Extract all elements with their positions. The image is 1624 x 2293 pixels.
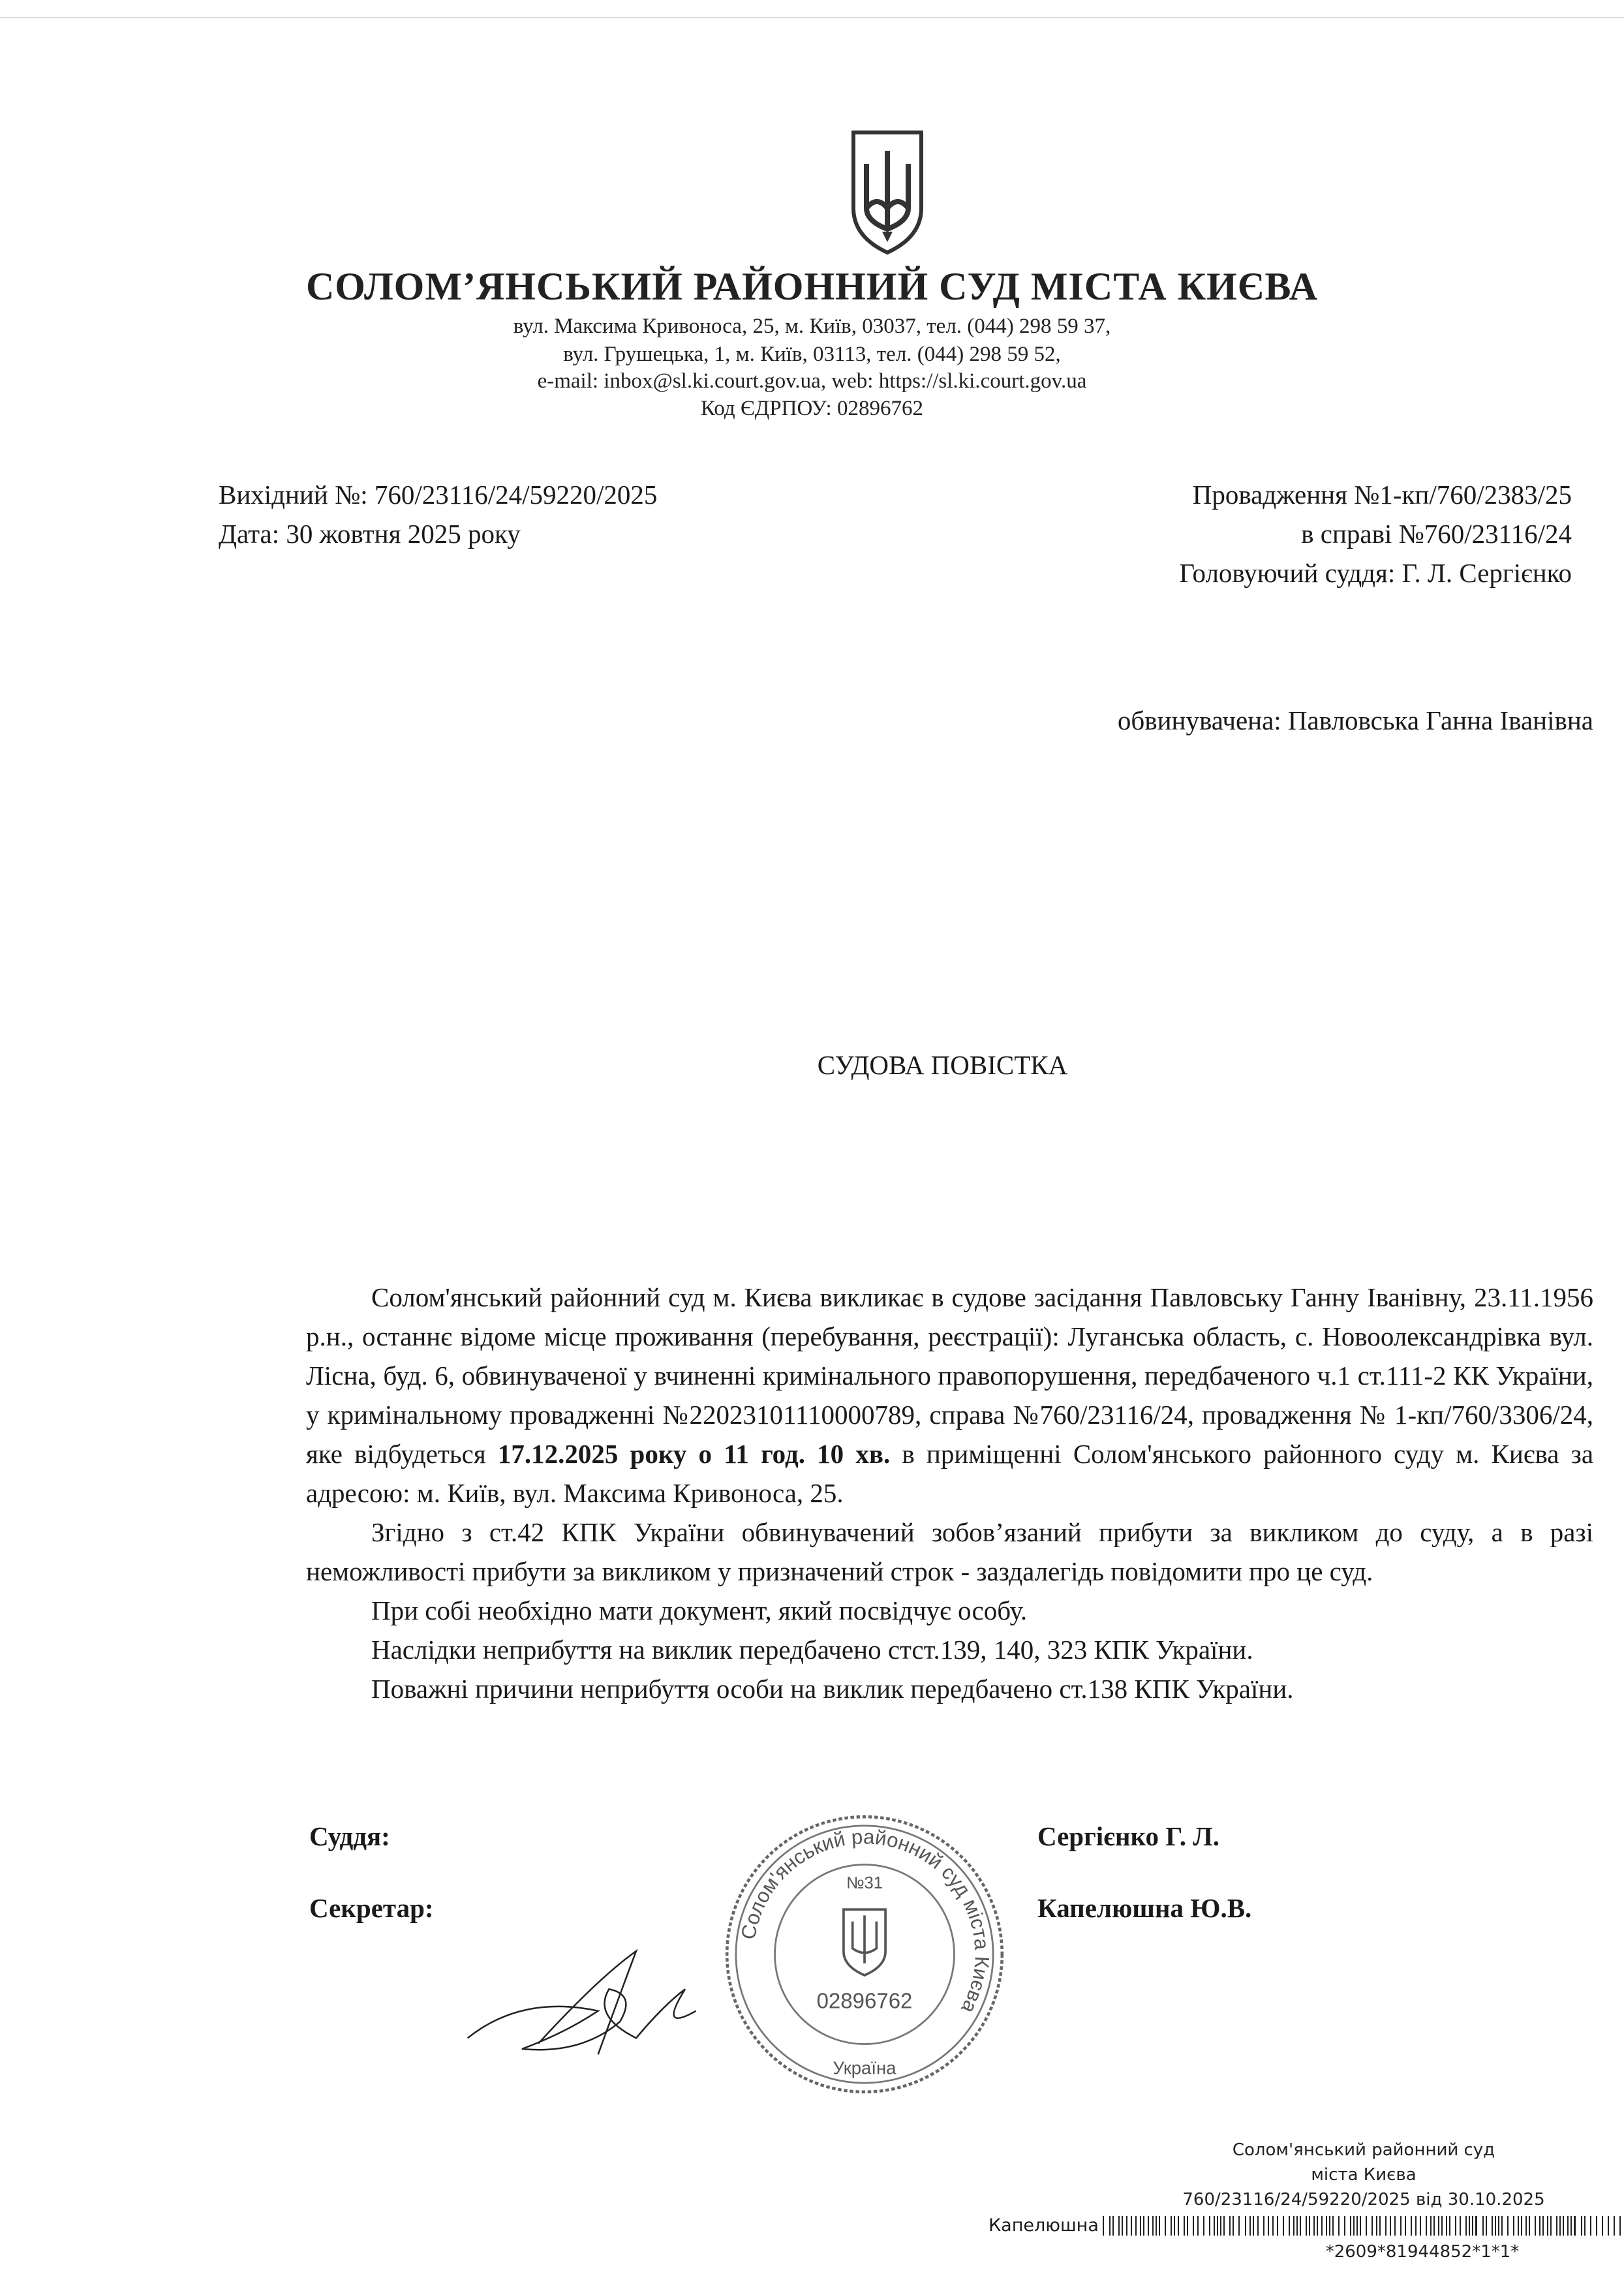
- barcode-bar: [1217, 2216, 1218, 2236]
- barcode-bar: [1438, 2216, 1439, 2236]
- obligation-paragraph: Згідно з ст.42 КПК України обвинувачений зобов’язаний прибути за викликом до суду, а в разі неможливості прибути за викликом у призначений строк - заздалегідь повідомити про це суд.: [306, 1517, 1593, 1586]
- barcode-bar: [1608, 2216, 1609, 2236]
- barcode-bar: [1539, 2216, 1540, 2236]
- document-requirement: При собі необхідно мати документ, який посвідчує особу.: [371, 1595, 1028, 1625]
- barcode-bar: [1455, 2216, 1456, 2236]
- barcode-bar: [1112, 2216, 1114, 2236]
- proceeding-number: Провадження №1-кп/760/2383/25: [1192, 480, 1572, 510]
- barcode-bar: [1353, 2216, 1355, 2236]
- barcode-bar: [1249, 2216, 1251, 2236]
- barcode-bar: [1135, 2216, 1137, 2236]
- barcode-bar: [1390, 2216, 1391, 2236]
- barcode-bar: [1103, 2216, 1104, 2236]
- case-meta: [1179, 475, 1572, 592]
- barcode-bar: [1306, 2216, 1307, 2236]
- barcode-bar: [1165, 2216, 1166, 2236]
- barcode-bar: [1229, 2216, 1231, 2236]
- barcode-bar: [1449, 2216, 1450, 2236]
- barcode-bar: [1529, 2216, 1530, 2236]
- barcode-bar: [1469, 2216, 1470, 2236]
- barcode-bar: [1590, 2216, 1591, 2236]
- barcode-bar: [1495, 2216, 1496, 2236]
- handwritten-signature: [457, 1925, 718, 2075]
- barcode-bar: [1326, 2216, 1327, 2236]
- barcode-bar: [1584, 2216, 1586, 2236]
- barcode-bar: [1567, 2216, 1569, 2236]
- barcode-bar: [1293, 2216, 1295, 2236]
- footer-registration-line: 760/23116/24/59220/2025 від 30.10.2025: [1182, 2190, 1545, 2209]
- barcode-bar: [1501, 2216, 1503, 2236]
- summons-text: Солом'янський районний суд м. Києва викликає в судове засідання Павловську Ганну Іванівну, 23.11.1956 р.н., останнє відоме місце проживання (перебування, реєстрації): Луганська область, с. Новоолександрівка вул. Лісна, буд. 6, обвинуваченої у вчиненні кримінального правопорушення, передбаченого ч.1 ст.111-2 КК України, у кримінальному провадженні №22023101110000789, справа №760/23116/24, провадження № 1-кп/760/3306/24, яке відбудеться: [306, 1282, 1593, 1469]
- hearing-datetime: 17.12.2025 року о 11 год. 10 хв.: [497, 1439, 891, 1469]
- footer-court-line: Солом'янський районний суд: [1232, 2140, 1495, 2160]
- barcode-bar: [1332, 2216, 1334, 2236]
- stamp-number: №31: [846, 1874, 883, 1893]
- secretary-label: Секретар:: [309, 1893, 434, 1923]
- barcode-bar: [1220, 2216, 1221, 2236]
- barcode-bar: [1300, 2216, 1301, 2236]
- barcode-bar: [1197, 2216, 1199, 2236]
- barcode-bar: [1420, 2216, 1421, 2236]
- barcode-bar: [1321, 2216, 1323, 2236]
- barcode-bar: [1350, 2216, 1351, 2236]
- barcode-row: [988, 2215, 1624, 2236]
- barcode-bar: [1550, 2216, 1552, 2236]
- barcode-bar: [1547, 2216, 1548, 2236]
- barcode-bar: [1277, 2216, 1278, 2236]
- barcode-bar: [1426, 2216, 1427, 2236]
- consequences-note: Наслідки неприбуття на виклик передбачено стст.139, 140, 323 КПК України.: [371, 1635, 1253, 1665]
- valid-reasons-note: Поважні причини неприбуття особи на виклик передбачено ст.138 КПК України.: [371, 1674, 1294, 1704]
- trident-emblem-icon: [848, 127, 927, 258]
- document-date: Дата: 30 жовтня 2025 року: [219, 519, 521, 549]
- barcode-bar: [1570, 2216, 1572, 2236]
- barcode-bar: [1614, 2216, 1615, 2236]
- barcode-bar: [1131, 2216, 1132, 2236]
- barcode-bar: [1214, 2216, 1215, 2236]
- barcode-bar: [1209, 2216, 1210, 2236]
- barcode-bar: [1317, 2216, 1318, 2236]
- footer-city-line: міста Києва: [1311, 2165, 1417, 2185]
- barcode-bar: [1513, 2216, 1514, 2236]
- barcode-bar: [1238, 2216, 1240, 2236]
- barcode-bar: [1482, 2216, 1484, 2236]
- barcode-bar: [1441, 2216, 1443, 2236]
- barcode-bar: [1492, 2216, 1493, 2236]
- presiding-judge: Головуючий суддя: Г. Л. Сергієнко: [1179, 558, 1572, 588]
- barcode-bar: [1446, 2216, 1447, 2236]
- stamp-ring-text: Солом'янський районний суд міста Києва: [736, 1825, 994, 2018]
- barcode-bar: [1394, 2216, 1396, 2236]
- barcode-bar: [1379, 2216, 1381, 2236]
- barcode-bar: [1296, 2216, 1298, 2236]
- barcode-bar: [1309, 2216, 1310, 2236]
- barcode-bar: [1596, 2216, 1597, 2236]
- barcode-bar: [1203, 2216, 1204, 2236]
- accused-name: обвинувачена: Павловська Ганна Іванівна: [1117, 705, 1593, 735]
- barcode-bar: [1184, 2216, 1185, 2236]
- barcode-bar: [1338, 2216, 1340, 2236]
- barcode-bar: [1460, 2216, 1461, 2236]
- barcode-bar: [1400, 2216, 1402, 2236]
- case-number: в справі №760/23116/24: [1301, 519, 1572, 549]
- barcode-bar: [1122, 2216, 1123, 2236]
- barcode-bar: [1574, 2216, 1576, 2236]
- summons-paragraph: [306, 1278, 1593, 1513]
- stamp-country: Україна: [833, 2057, 896, 2078]
- court-contacts-line: e-mail: inbox@sl.ki.court.gov.ua, web: https://sl.ki.court.gov.ua: [537, 369, 1087, 393]
- judge-name: Сергієнко Г. Л.: [1037, 1821, 1220, 1851]
- barcode-bar: [1475, 2216, 1477, 2236]
- barcode-bar: [1156, 2216, 1157, 2236]
- barcode-bar: [1366, 2216, 1367, 2236]
- barcode-bar: [1559, 2216, 1561, 2236]
- barcode-bar: [1465, 2216, 1467, 2236]
- barcode-bar: [1486, 2216, 1487, 2236]
- barcode-bar: [1193, 2216, 1194, 2236]
- barcode-bar: [1118, 2216, 1120, 2236]
- barcode-bar: [1472, 2216, 1473, 2236]
- barcode-bar: [1344, 2216, 1345, 2236]
- barcode: [1103, 2216, 1624, 2236]
- barcode-bar: [1313, 2216, 1315, 2236]
- barcode-bar: [1329, 2216, 1330, 2236]
- barcode-bar: [1518, 2216, 1519, 2236]
- court-address-line: вул. Грушецька, 1, м. Київ, 03113, тел. (044) 298 59 52,: [563, 343, 1061, 366]
- barcode-bar: [1525, 2216, 1527, 2236]
- barcode-bar: [1283, 2216, 1284, 2236]
- barcode-bar: [1178, 2216, 1179, 2236]
- barcode-bar: [1535, 2216, 1536, 2236]
- barcode-bar: [1126, 2216, 1127, 2236]
- barcode-bar: [1371, 2216, 1373, 2236]
- outgoing-number: Вихідний №: 760/23116/24/59220/2025: [219, 480, 658, 510]
- barcode-bar: [1257, 2216, 1259, 2236]
- barcode-bar: [1245, 2216, 1246, 2236]
- document-title: СУДОВА ПОВІСТКА: [817, 1050, 1068, 1080]
- stamp-code: 02896762: [816, 1988, 913, 2013]
- barcode-bar: [1430, 2216, 1432, 2236]
- barcode-bar: [1602, 2216, 1603, 2236]
- barcode-bar: [1411, 2216, 1412, 2236]
- barcode-bar: [1556, 2216, 1557, 2236]
- barcode-bar: [1385, 2216, 1387, 2236]
- scan-border-line: [0, 17, 1624, 18]
- barcode-bar: [1174, 2216, 1175, 2236]
- barcode-bar: [1148, 2216, 1149, 2236]
- barcode-bar: [1376, 2216, 1377, 2236]
- barcode-bar: [1563, 2216, 1564, 2236]
- barcode-bar: [1143, 2216, 1144, 2236]
- barcode-bar: [1187, 2216, 1188, 2236]
- barcode-bar: [1405, 2216, 1406, 2236]
- court-seal-stamp: [721, 1811, 1008, 2098]
- barcode-bar: [1268, 2216, 1269, 2236]
- barcode-number: *2609*81944852*1*1*: [1325, 2242, 1520, 2262]
- barcode-bar: [1253, 2216, 1254, 2236]
- barcode-bar: [1272, 2216, 1274, 2236]
- barcode-bar: [1289, 2216, 1290, 2236]
- barcode-bar: [1581, 2216, 1582, 2236]
- judge-label: Суддя:: [309, 1821, 390, 1851]
- barcode-bar: [1263, 2216, 1264, 2236]
- barcode-bar: [1619, 2216, 1621, 2236]
- barcode-bar: [1433, 2216, 1435, 2236]
- court-address-line: вул. Максима Кривоноса, 25, м. Київ, 03037, тел. (044) 298 59 37,: [513, 315, 1111, 338]
- barcode-bar: [1152, 2216, 1154, 2236]
- summons-text: в приміщенні Солом'янського районного суду м. Києва за адресою: м. Київ, вул. Максима Кривоноса, 25.: [306, 1439, 1594, 1508]
- barcode-label: Капелюшна: [988, 2215, 1099, 2236]
- barcode-bar: [1498, 2216, 1499, 2236]
- barcode-bar: [1415, 2216, 1417, 2236]
- barcode-bar: [1360, 2216, 1361, 2236]
- barcode-bar: [1542, 2216, 1544, 2236]
- barcode-bar: [1356, 2216, 1358, 2236]
- barcode-bar: [1223, 2216, 1225, 2236]
- barcode-bar: [1171, 2216, 1172, 2236]
- barcode-bar: [1507, 2216, 1509, 2236]
- barcode-bar: [1109, 2216, 1111, 2236]
- barcode-bar: [1233, 2216, 1234, 2236]
- barcode-bar: [1140, 2216, 1141, 2236]
- secretary-name: Капелюшна Ю.В.: [1037, 1893, 1252, 1923]
- outgoing-meta: [219, 475, 657, 553]
- barcode-bar: [1159, 2216, 1160, 2236]
- court-edrpou-code: Код ЄДРПОУ: 02896762: [701, 397, 923, 420]
- court-name: СОЛОМ’ЯНСЬКИЙ РАЙОННИЙ СУД МІСТА КИЄВА: [305, 265, 1319, 308]
- summons-body: [306, 1278, 1593, 1708]
- barcode-bar: [1521, 2216, 1522, 2236]
